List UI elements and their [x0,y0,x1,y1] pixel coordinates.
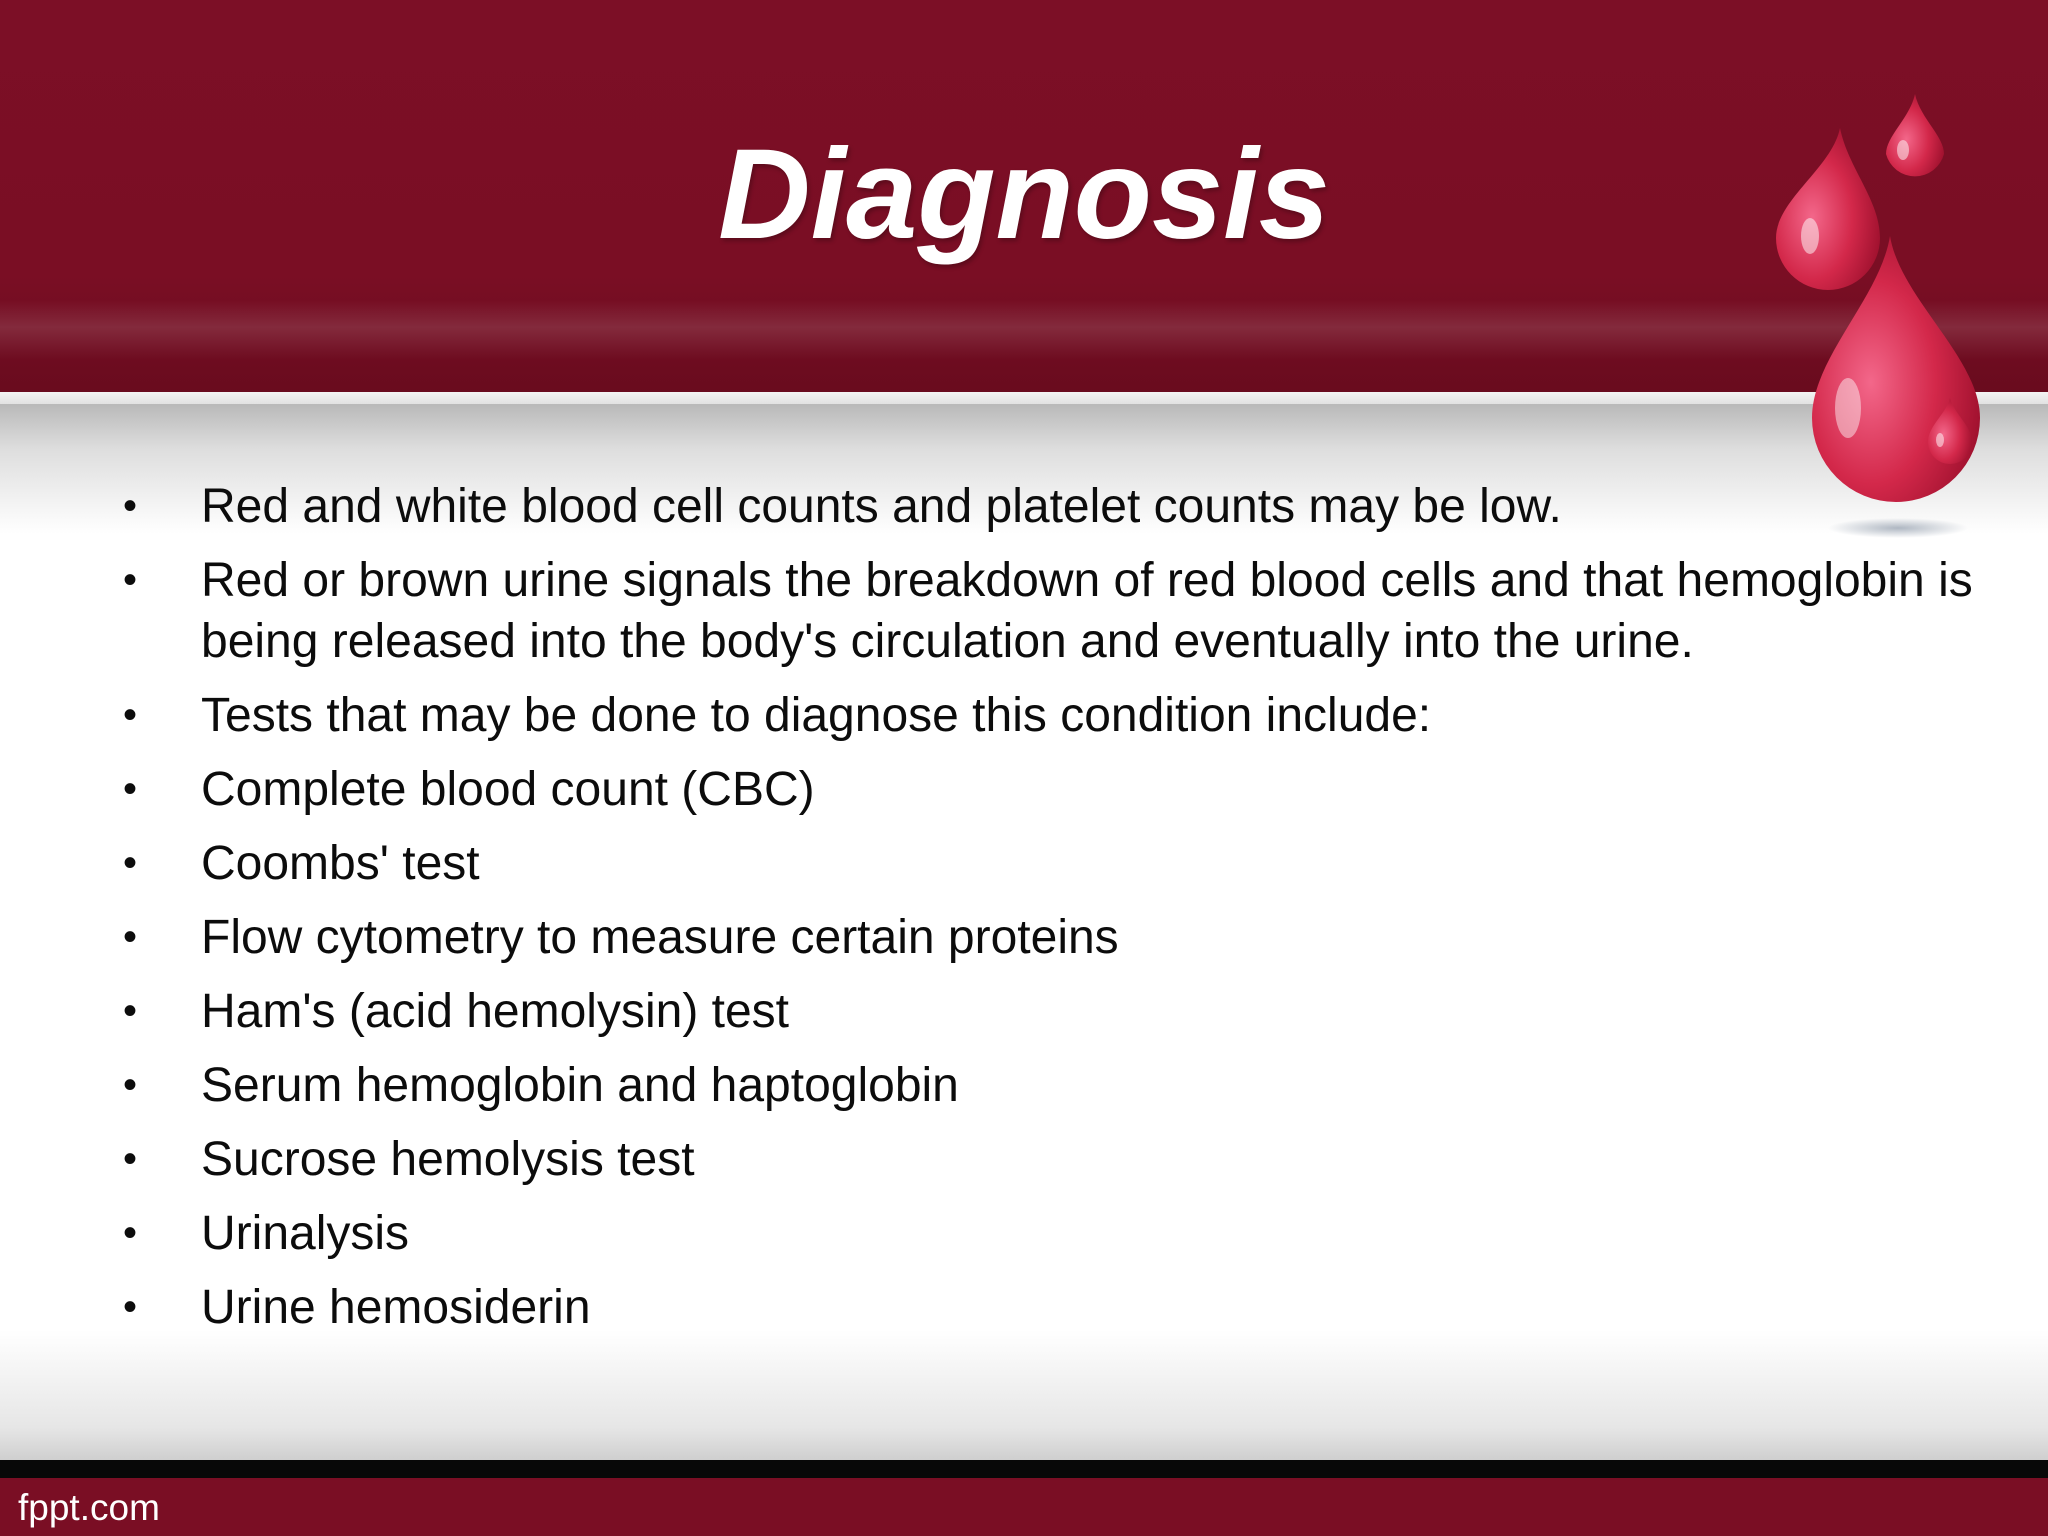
bullet-list [120,476,1973,1351]
bullet-dot: • [123,693,138,737]
slide-title: Diagnosis [718,123,1330,266]
list-item: • Serum hemoglobin and haptoglobin [120,1055,1920,1116]
bullet-dot: • [123,989,138,1033]
list-item: • Urine hemosiderin [120,1277,1920,1338]
list-item: • Coombs' test [120,833,1920,894]
bullet-dot: • [123,1285,138,1329]
list-item: • Red and white blood cell counts and platelet counts may be low. [120,476,1920,537]
bullet-dot: • [123,915,138,959]
list-item: • Urinalysis [120,1203,1920,1264]
bullet-dot: • [123,767,138,811]
list-item: • Tests that may be done to diagnose this condition include: [120,685,1920,746]
header-divider [0,392,2048,404]
list-item: • Flow cytometry to measure certain proteins [120,907,1920,968]
footer-band [0,1478,2048,1536]
footer-watermark: fppt.com [18,1487,160,1528]
bullet-dot: • [123,484,138,528]
list-item: • Sucrose hemolysis test [120,1129,1920,1190]
bullet-dot: • [123,558,138,602]
list-item: • Ham's (acid hemolysin) test [120,981,1920,1042]
list-item: • Complete blood count (CBC) [120,759,1920,820]
footer-divider [0,1460,2048,1478]
list-item: • Red or brown urine signals the breakdown of red blood cells and that hemoglobin is being released into the body's circulation and eventually into the urine. [120,550,2021,672]
header-sheen [0,300,2048,360]
bullet-dot: • [123,1211,138,1255]
bullet-dot: • [123,1063,138,1107]
bullet-dot: • [123,1137,138,1181]
bullet-dot: • [123,841,138,885]
